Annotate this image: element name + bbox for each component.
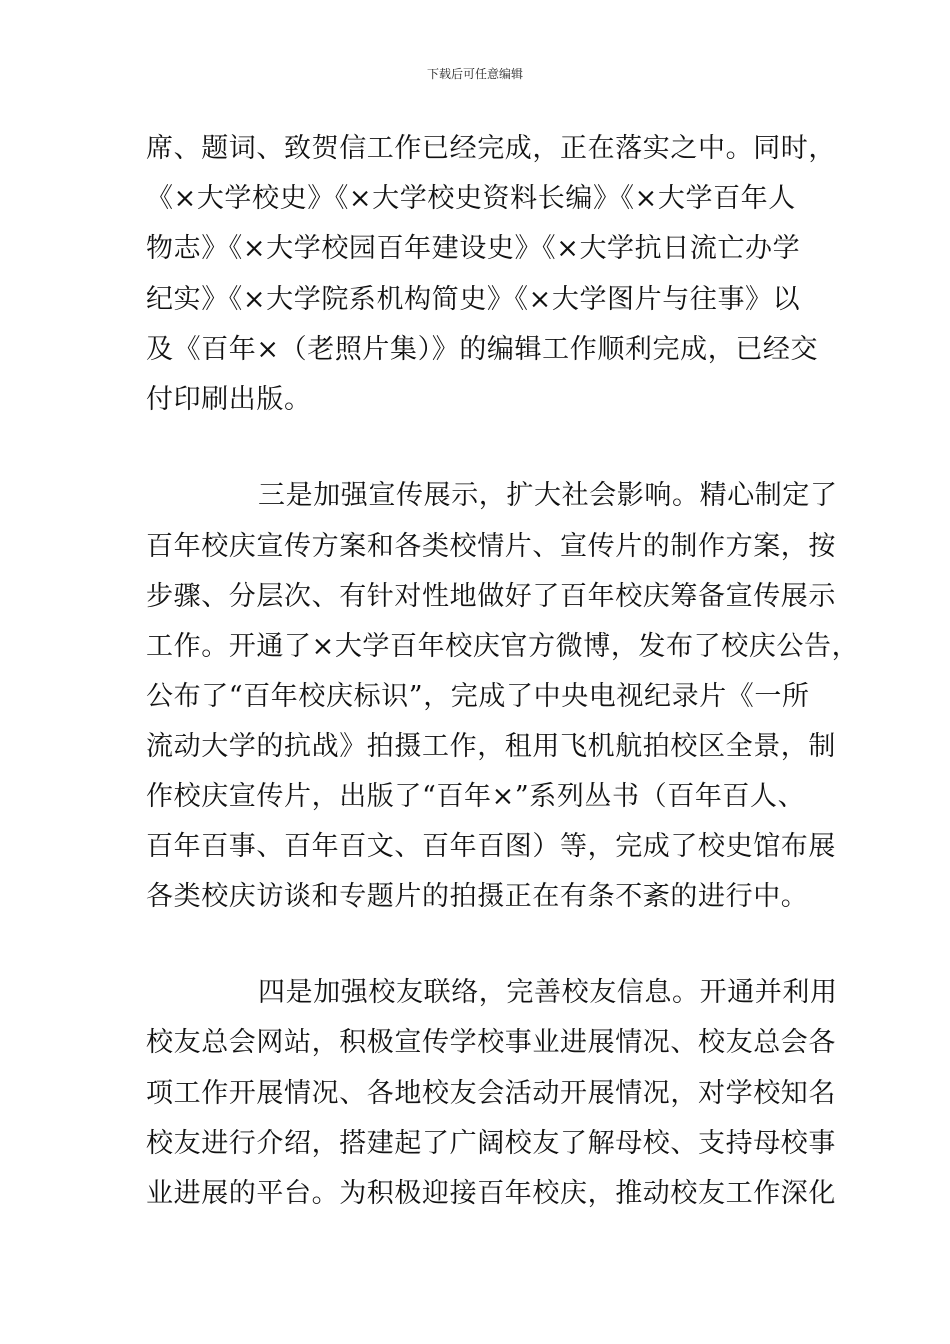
text-line: 流动大学的抗战》拍摄工作，租用飞机航拍校区全景，制 (146, 731, 836, 762)
text-line: 业进展的平台。为积极迎接百年校庆，推动校友工作深化 (146, 1178, 836, 1209)
text-line: 四是加强校友联络，完善校友信息。开通并利用 (258, 977, 838, 1008)
text-line: 各类校庆访谈和专题片的拍摄正在有条不紊的进行中。 (146, 881, 809, 912)
text-line: 项工作开展情况、各地校友会活动开展情况，对学校知名 (146, 1078, 836, 1109)
text-line: 及《百年×（老照片集）》的编辑工作顺利完成，已经交 (146, 334, 819, 365)
text-line: 校友总会网站，积极宣传学校事业进展情况、校友总会各 (146, 1027, 836, 1058)
text-line: 席、题词、致贺信工作已经完成，正在落实之中。同时， (146, 133, 836, 164)
text-line: 《×大学校史》《×大学校史资料长编》《×大学百年人 (146, 183, 796, 214)
text-line: 纪实》《×大学院系机构简史》《×大学图片与往事》以 (146, 284, 801, 315)
text-line: 百年百事、百年百文、百年百图）等，完成了校史馆布展 (146, 831, 836, 862)
page-header: 下载后可任意编辑 (426, 67, 523, 81)
text-line: 物志》《×大学校园百年建设史》《×大学抗日流亡办学 (146, 233, 801, 264)
text-line: 作校庆宣传片，出版了“百年×”系列丛书（百年百人、 (146, 781, 806, 812)
text-line: 工作。开通了×大学百年校庆官方微博，发布了校庆公告， (146, 631, 860, 662)
text-line: 校友进行介绍，搭建起了广阔校友了解母校、支持母校事 (146, 1128, 836, 1159)
text-line: 三是加强宣传展示，扩大社会影响。精心制定了 (258, 480, 838, 511)
text-line: 公布了“百年校庆标识”，完成了中央电视纪录片《一所 (146, 681, 810, 712)
text-line: 付印刷出版。 (146, 384, 312, 415)
text-line: 步骤、分层次、有针对性地做好了百年校庆筹备宣传展示 (146, 581, 836, 612)
text-line: 百年校庆宣传方案和各类校情片、宣传片的制作方案，按 (146, 531, 836, 562)
